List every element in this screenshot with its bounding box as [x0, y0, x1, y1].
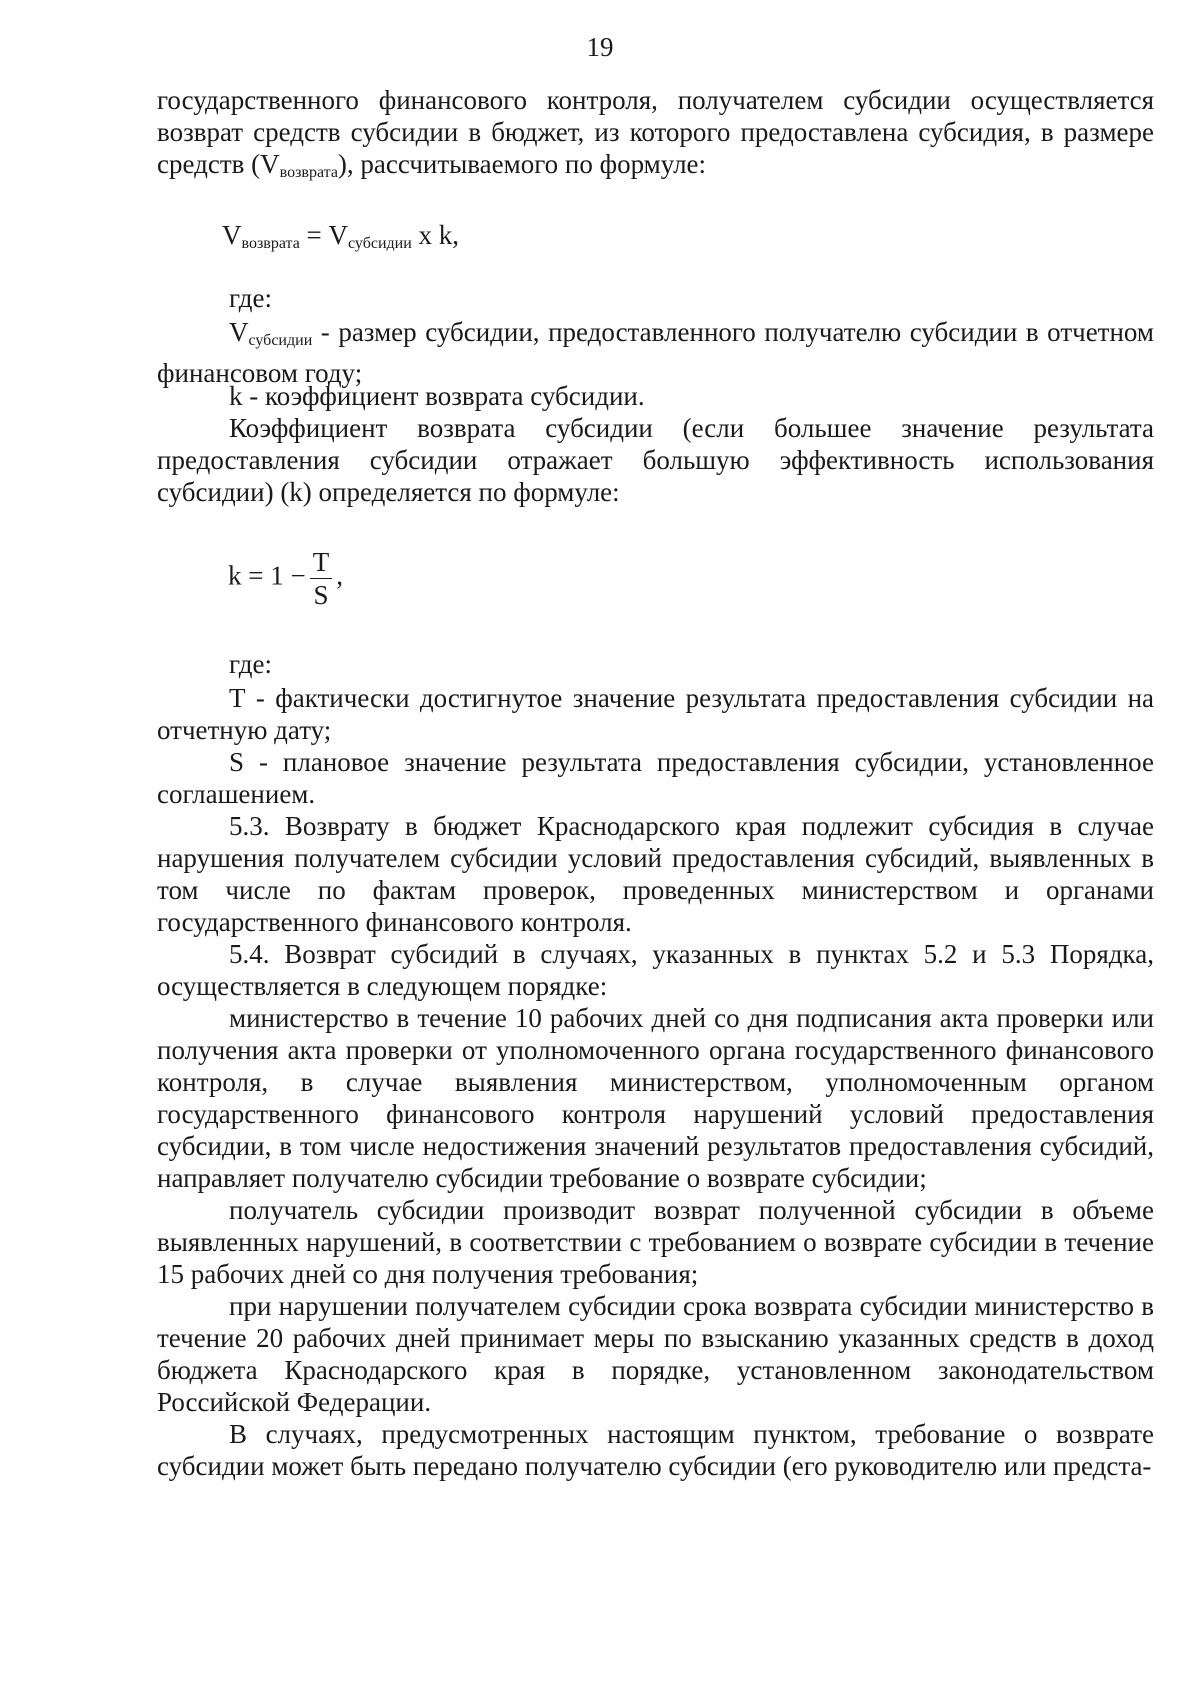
page-number: 19: [586, 32, 614, 62]
definition-k: k - коэффициент возврата субсидии.: [229, 381, 645, 411]
definition-t: Т - фактически достигнутое значение результата предоставления субсидии на отчетную дату;: [157, 683, 1154, 745]
paragraph-ministry: министерство в течение 10 рабочих дней со дня подписания акта проверки или получения акта проверки от уполномоченного органа государственного финансового контроля, в случае выявления министерством, уполномоченным органом государственного финансового контроля нарушений условий предоставления субсидии, в том числе недостижения значений результатов предоставления субсидий, направляет получателю субсидии требование о возврате субсидии;: [157, 1003, 1154, 1193]
formula-coefficient: k = 1 − $\frac{T}{S}$ ,: [228, 547, 343, 610]
fraction: $\frac{T}{S}$: [310, 546, 333, 611]
formula-return-amount: $V_{возврата} = V_{субсидии}$ x k,: [222, 220, 460, 252]
paragraph-coefficient: Коэффициент возврата субсидии (если большее значение результата предоставления субсидии отражает большую эффективность использования субсидии) (k) определяется по формуле:: [157, 413, 1154, 507]
paragraph-cases: В случаях, предусмотренных настоящим пунктом, требование о возврате субсидии может быть передано получателю субсидии (его руководителю или предста-: [157, 1419, 1154, 1481]
definition-s: S - плановое значение результата предоставления субсидии, установленное соглашением.: [157, 747, 1154, 809]
paragraph-violation: при нарушении получателем субсидии срока возврата субсидии министерство в течение 20 рабочих дней принимает меры по взысканию указанных средств в доход бюджета Краснодарского края в порядке, установленном законодательством Российской Федерации.: [157, 1291, 1154, 1417]
definition-v-subsidy: $V_{субсидии}$ - размер субсидии, предоставленного получателю субсидии в отчетном финансовом году;: [157, 317, 1154, 388]
paragraph-recipient: получатель субсидии производит возврат полученной субсидии в объеме выявленных нарушений, в соответствии с требованием о возврате субсидии в течение 15 рабочих дней со дня получения требования;: [157, 1195, 1154, 1289]
where-label-1: где:: [229, 283, 272, 313]
where-label-2: где:: [229, 649, 272, 679]
paragraph-return-intro: государственного финансового контроля, получателем субсидии осуществляется возврат средств субсидии в бюджет, из которого предоставлена субсидия, в размере средств $(V_{возврата})$, рассчитываемого по формуле:: [157, 85, 1154, 181]
paragraph-5-4: 5.4. Возврат субсидий в случаях, указанных в пунктах 5.2 и 5.3 Порядка, осуществляется в следующем порядке:: [157, 939, 1154, 1001]
paragraph-5-3: 5.3. Возврату в бюджет Краснодарского края подлежит субсидия в случае нарушения получателем субсидии условий предоставления субсидий, выявленных в том числе по фактам проверок, проведенных министерством и органами государственного финансового контроля.: [157, 811, 1154, 937]
